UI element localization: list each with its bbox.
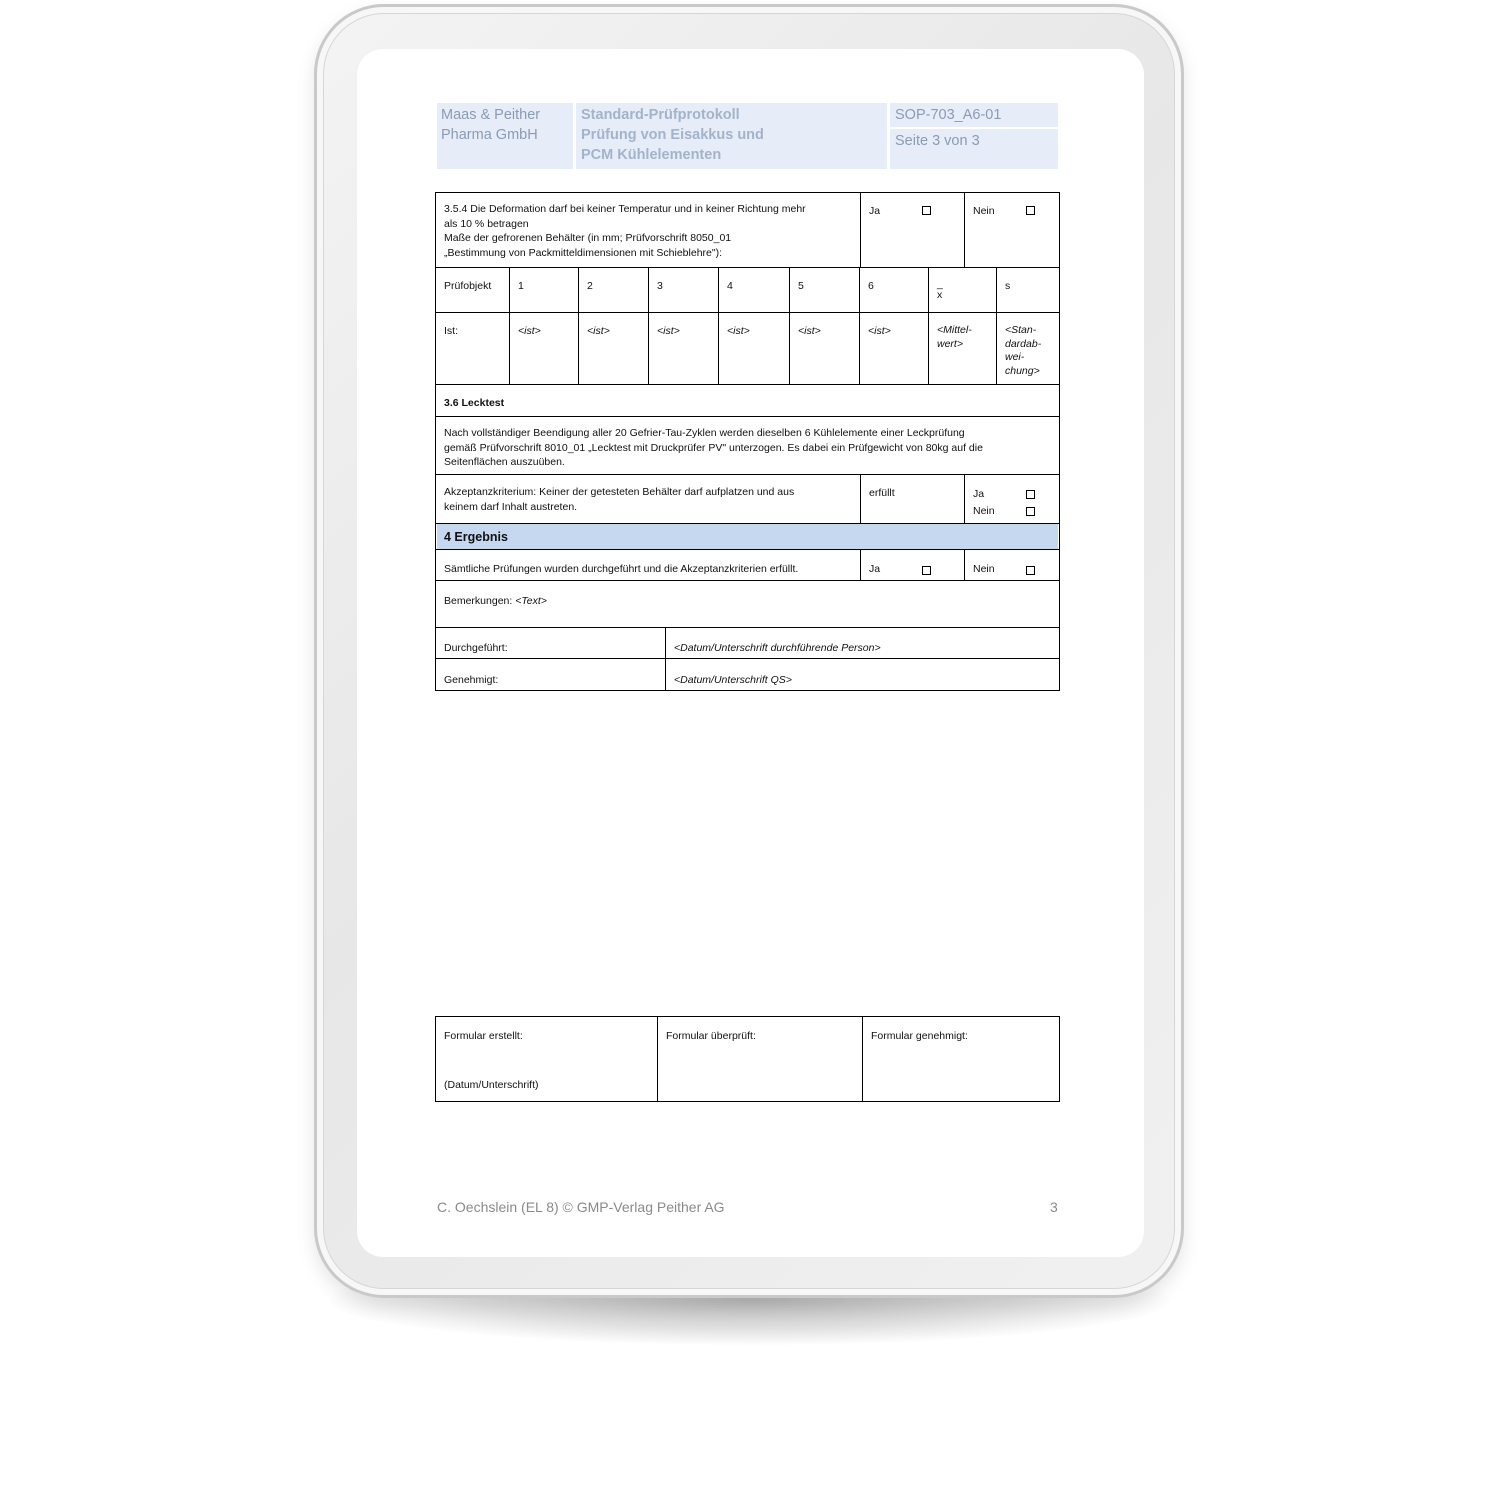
measure-header-mean <box>929 272 996 308</box>
row-divider <box>436 384 1059 385</box>
result-yes-checkbox[interactable] <box>922 566 931 575</box>
measure-header-std: s <box>1005 280 1011 292</box>
approved-label: Genehmigt: <box>444 674 499 686</box>
deformation-line: Maße der gefrorenen Behälter (in mm; Prüfvorschrift 8050_01 <box>444 232 732 244</box>
criterion-no-label: Nein <box>973 505 995 517</box>
deformation-yes-option[interactable] <box>861 194 964 226</box>
remarks-label: Bemerkungen: <box>444 595 516 607</box>
header-company: Maas & Peither Pharma GmbH <box>441 107 541 143</box>
result-no-label: Nein <box>973 563 995 575</box>
form-created-field[interactable] <box>436 1022 657 1100</box>
result-no-checkbox[interactable] <box>1026 566 1035 575</box>
header-title-line1: Prüfung von Eisakkus und <box>581 127 764 143</box>
performed-label: Durchgeführt: <box>444 642 508 654</box>
acceptance-criterion <box>436 478 860 521</box>
measure-value-3[interactable]: <ist> <box>657 325 680 337</box>
header-title-line2: PCM Kühlelementen <box>581 147 722 163</box>
result-statement: Sämtliche Prüfungen wurden durchgeführt und die Akzeptanzkriterien erfüllt. <box>444 563 799 575</box>
deformation-text <box>436 194 860 267</box>
row-divider <box>436 312 1059 313</box>
deformation-yes-checkbox[interactable] <box>922 206 931 215</box>
measure-value-6[interactable]: <ist> <box>868 325 891 337</box>
footer-page-number: 3 <box>1050 1199 1058 1215</box>
deformation-line: „Bestimmung von Packmitteldimensionen mit Schieblehre"): <box>444 246 723 259</box>
header-company-cell <box>437 103 573 169</box>
measure-header-3: 3 <box>657 280 663 292</box>
header-docid-cell <box>890 103 1058 127</box>
measure-header-object: Prüfobjekt <box>444 280 492 292</box>
measure-header-5: 5 <box>798 280 804 292</box>
criterion-yes-checkbox[interactable] <box>1026 490 1035 499</box>
measure-mean-value[interactable] <box>929 317 996 358</box>
std-line: <Stan- <box>1005 324 1037 336</box>
std-line: wei- <box>1005 351 1025 363</box>
result-heading: 4 Ergebnis <box>444 530 508 544</box>
measure-std-value[interactable] <box>997 317 1059 385</box>
row-divider <box>436 627 1059 628</box>
header-title-cell <box>576 103 887 169</box>
measure-header-6: 6 <box>868 280 874 292</box>
criterion-no-option[interactable] <box>973 503 1051 520</box>
header-doc-type: Standard-Prüfprotokoll <box>581 107 740 123</box>
form-reviewed-field[interactable]: Formular überprüft: <box>666 1030 756 1042</box>
criterion-options <box>965 479 1059 527</box>
deformation-line: 3.5.4 Die Deformation darf bei keiner Temperatur und in keiner Richtung mehr <box>444 203 806 215</box>
leak-test-line: gemäß Prüfvorschrift 8010_01 „Lecktest mit Druckprüfer PV" unterzogen. Es dabei ein Prüfgewicht von 80kg auf die <box>444 441 983 454</box>
deformation-no-label: Nein <box>973 205 995 217</box>
result-yes-option[interactable] <box>861 555 964 584</box>
criterion-line: keinem darf Inhalt austreten. <box>444 500 578 513</box>
leak-test-line: Seitenflächen auszuüben. <box>444 456 565 468</box>
result-yes-label: Ja <box>869 563 881 575</box>
measure-header-4: 4 <box>727 280 733 292</box>
header-doc-id: SOP-703_A6-01 <box>895 107 1002 123</box>
measure-value-4[interactable]: <ist> <box>727 325 750 337</box>
std-line: chung> <box>1005 364 1040 377</box>
mean-line: wert> <box>937 337 963 350</box>
deformation-no-checkbox[interactable] <box>1026 206 1035 215</box>
approved-signature-field[interactable]: <Datum/Unterschrift QS> <box>674 674 792 686</box>
criterion-fulfilled-label: erfüllt <box>869 487 895 499</box>
measure-value-2[interactable]: <ist> <box>587 325 610 337</box>
leak-test-heading: 3.6 Lecktest <box>444 397 505 409</box>
criterion-no-checkbox[interactable] <box>1026 507 1035 516</box>
leak-test-text <box>436 419 1059 477</box>
deformation-no-option[interactable] <box>965 194 1059 226</box>
form-created-label: Formular erstellt: <box>444 1030 523 1042</box>
deformation-line: als 10 % betragen <box>444 217 529 230</box>
header-page: Seite 3 von 3 <box>895 133 980 149</box>
measure-row-label: Ist: <box>444 325 459 337</box>
remarks-value: <Text> <box>515 595 547 607</box>
mean-line: <Mittel- <box>937 324 972 336</box>
criterion-yes-option[interactable] <box>973 486 1051 503</box>
performed-signature-field[interactable]: <Datum/Unterschrift durchführende Person> <box>674 642 881 654</box>
row-divider <box>436 267 1059 268</box>
std-line: dardab- <box>1005 337 1042 350</box>
measure-value-5[interactable]: <ist> <box>798 325 821 337</box>
result-no-option[interactable] <box>965 555 1059 584</box>
footer-copyright: C. Oechslein (EL 8) © GMP-Verlag Peither AG <box>437 1199 725 1215</box>
measure-value-1[interactable]: <ist> <box>518 325 541 337</box>
form-approved-field[interactable]: Formular genehmigt: <box>871 1030 968 1042</box>
form-created-sub: (Datum/Unterschrift) <box>444 1079 539 1091</box>
deformation-yes-label: Ja <box>869 205 881 217</box>
header-page-cell <box>890 129 1058 169</box>
xbar-label: x <box>937 289 943 301</box>
remarks-field[interactable] <box>436 587 1056 616</box>
criterion-yes-label: Ja <box>973 488 985 500</box>
measure-header-2: 2 <box>587 280 593 292</box>
xbar-mark: _ <box>937 278 943 290</box>
measure-header-1: 1 <box>518 280 524 292</box>
criterion-line: Akzeptanzkriterium: Keiner der getesteten Behälter darf aufplatzen und aus <box>444 486 795 498</box>
leak-test-line: Nach vollständiger Beendigung aller 20 Gefrier-Tau-Zyklen werden dieselben 6 Kühlelemente einer Leckprüfung <box>444 427 965 439</box>
